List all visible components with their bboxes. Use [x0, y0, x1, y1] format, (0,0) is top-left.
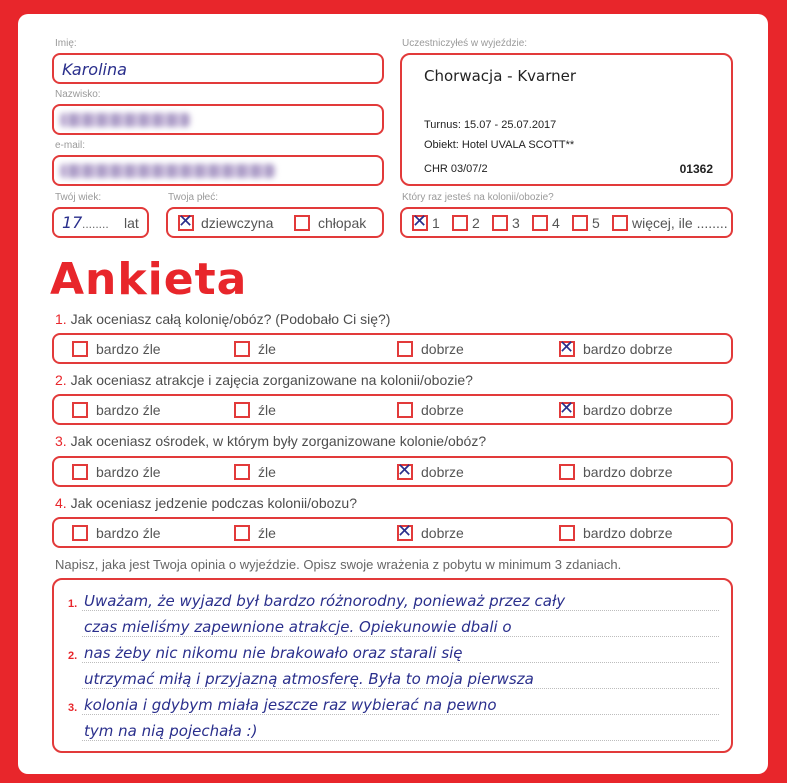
answer-option-label: bardzo źle	[96, 341, 161, 357]
question-number: 2.	[55, 372, 67, 388]
question-number: 3.	[55, 433, 67, 449]
last-name-redacted	[60, 113, 190, 127]
checkbox[interactable]	[397, 460, 413, 481]
opinion-line: Uważam, że wyjazd był bardzo różnorodny, ponieważ przez cały	[84, 592, 566, 610]
trip-info-box	[400, 53, 733, 186]
checkbox[interactable]	[72, 341, 88, 357]
checkbox-girl[interactable]	[178, 211, 194, 232]
answer-option-label: bardzo dobrze	[583, 402, 673, 418]
question-2	[55, 372, 473, 388]
answer-row-2	[52, 394, 733, 425]
age-label: Twój wiek:	[55, 192, 102, 203]
checkbox[interactable]	[559, 525, 575, 541]
answer-option-label: bardzo źle	[96, 525, 161, 541]
first-name-value: Karolina	[62, 60, 127, 79]
checkbox[interactable]	[72, 464, 88, 480]
checkbox-times-5[interactable]	[572, 215, 588, 231]
question-text: Jak oceniasz całą kolonię/obóz? (Podobało Ci się?)	[70, 311, 391, 327]
opinion-line: czas mieliśmy zapewnione atrakcje. Opiekunowie dbali o	[84, 618, 512, 636]
answer-option-label: źle	[258, 341, 276, 357]
trip-number: 01362	[679, 162, 713, 176]
question-text: Jak oceniasz atrakcje i zajęcia zorganizowane na kolonii/obozie?	[70, 372, 473, 388]
answer-row-4	[52, 517, 733, 548]
checkbox[interactable]	[559, 337, 575, 358]
age-field[interactable]	[52, 207, 149, 238]
ruled-line	[82, 688, 719, 689]
age-value: 17	[62, 213, 83, 232]
question-3	[55, 433, 486, 449]
checkbox-times-2[interactable]	[452, 215, 468, 231]
email-field[interactable]	[52, 155, 384, 186]
gender-label: Twoja płeć:	[168, 192, 219, 203]
gender-field	[166, 207, 384, 238]
answer-option-label: źle	[258, 525, 276, 541]
survey-title: Ankieta	[50, 254, 248, 305]
checkbox-times-1[interactable]	[412, 211, 428, 232]
checkbox-times-4[interactable]	[532, 215, 548, 231]
checkbox[interactable]	[234, 341, 250, 357]
line-number: 2.	[68, 650, 78, 662]
answer-option-label: bardzo dobrze	[583, 464, 673, 480]
answer-option-label: bardzo źle	[96, 402, 161, 418]
ruled-line	[82, 714, 719, 715]
answer-option-label: dobrze	[421, 464, 464, 480]
gender-option-girl: dziewczyna	[201, 215, 274, 231]
checkbox[interactable]	[234, 464, 250, 480]
trip-turnus: Turnus: 15.07 - 25.07.2017	[424, 119, 557, 131]
question-text: Jak oceniasz jedzenie podczas kolonii/obozu?	[70, 495, 357, 511]
trip-code: CHR 03/07/2	[424, 163, 488, 175]
times-option-2: 2	[472, 215, 480, 231]
trip-venue: Obiekt: Hotel UVALA SCOTT**	[424, 139, 575, 151]
trip-name: Chorwacja - Kvarner	[424, 67, 577, 85]
gender-option-boy: chłopak	[318, 215, 367, 231]
checkbox-times-3[interactable]	[492, 215, 508, 231]
email-redacted	[60, 164, 275, 178]
answer-option-label: dobrze	[421, 341, 464, 357]
ruled-line	[82, 610, 719, 611]
times-option-more: więcej, ile ........	[632, 215, 728, 231]
last-name-field[interactable]	[52, 104, 384, 135]
times-option-5: 5	[592, 215, 600, 231]
times-field	[400, 207, 733, 238]
check-mark-icon: ✕	[412, 211, 428, 232]
line-number: 3.	[68, 702, 78, 714]
ruled-line	[82, 740, 719, 741]
answer-option-label: dobrze	[421, 402, 464, 418]
age-unit: lat	[124, 215, 139, 231]
first-name-label: Imię:	[55, 38, 77, 49]
opinion-line: tym na nią pojechała :)	[84, 722, 258, 740]
check-mark-icon: ✕	[559, 337, 575, 358]
question-number: 4.	[55, 495, 67, 511]
checkbox[interactable]	[72, 525, 88, 541]
email-label: e-mail:	[55, 140, 86, 151]
ruled-line	[82, 662, 719, 663]
answer-option-label: dobrze	[421, 525, 464, 541]
trip-label: Uczestniczyłeś w wyjeździe:	[402, 38, 528, 49]
opinion-line: kolonia i gdybym miała jeszcze raz wybierać na pewno	[84, 696, 497, 714]
last-name-label: Nazwisko:	[55, 89, 101, 100]
checkbox-times-more[interactable]	[612, 215, 628, 231]
checkbox-boy[interactable]	[294, 215, 310, 231]
question-1	[55, 311, 390, 327]
ruled-line	[82, 636, 719, 637]
question-4	[55, 495, 357, 511]
check-mark-icon: ✕	[178, 211, 194, 232]
check-mark-icon: ✕	[397, 460, 413, 481]
answer-option-label: źle	[258, 464, 276, 480]
checkbox[interactable]	[234, 402, 250, 418]
check-mark-icon: ✕	[559, 398, 575, 419]
opinion-prompt: Napisz, jaka jest Twoja opinia o wyjeździe. Opisz swoje wrażenia z pobytu w minimum 3 zdaniach.	[55, 557, 622, 572]
answer-row-1	[52, 333, 733, 364]
opinion-box[interactable]	[52, 578, 733, 753]
checkbox[interactable]	[72, 402, 88, 418]
answer-option-label: źle	[258, 402, 276, 418]
answer-option-label: bardzo dobrze	[583, 341, 673, 357]
answer-option-label: bardzo dobrze	[583, 525, 673, 541]
times-option-1: 1	[432, 215, 440, 231]
check-mark-icon: ✕	[397, 521, 413, 542]
line-number: 1.	[68, 598, 78, 610]
checkbox[interactable]	[397, 521, 413, 542]
checkbox[interactable]	[397, 402, 413, 418]
question-text: Jak oceniasz ośrodek, w którym były zorganizowane kolonie/obóz?	[70, 433, 487, 449]
times-option-3: 3	[512, 215, 520, 231]
answer-row-3	[52, 456, 733, 487]
opinion-line: nas żeby nic nikomu nie brakowało oraz starali się	[84, 644, 463, 662]
checkbox[interactable]	[559, 464, 575, 480]
question-number: 1.	[55, 311, 67, 327]
checkbox[interactable]	[559, 398, 575, 419]
times-option-4: 4	[552, 215, 560, 231]
age-dots: ........	[82, 217, 109, 231]
answer-option-label: bardzo źle	[96, 464, 161, 480]
checkbox[interactable]	[234, 525, 250, 541]
times-label: Który raz jesteś na kolonii/obozie?	[402, 192, 554, 203]
opinion-line: utrzymać miłą i przyjazną atmosferę. Była to moja pierwsza	[84, 670, 534, 688]
first-name-field[interactable]	[52, 53, 384, 84]
checkbox[interactable]	[397, 341, 413, 357]
